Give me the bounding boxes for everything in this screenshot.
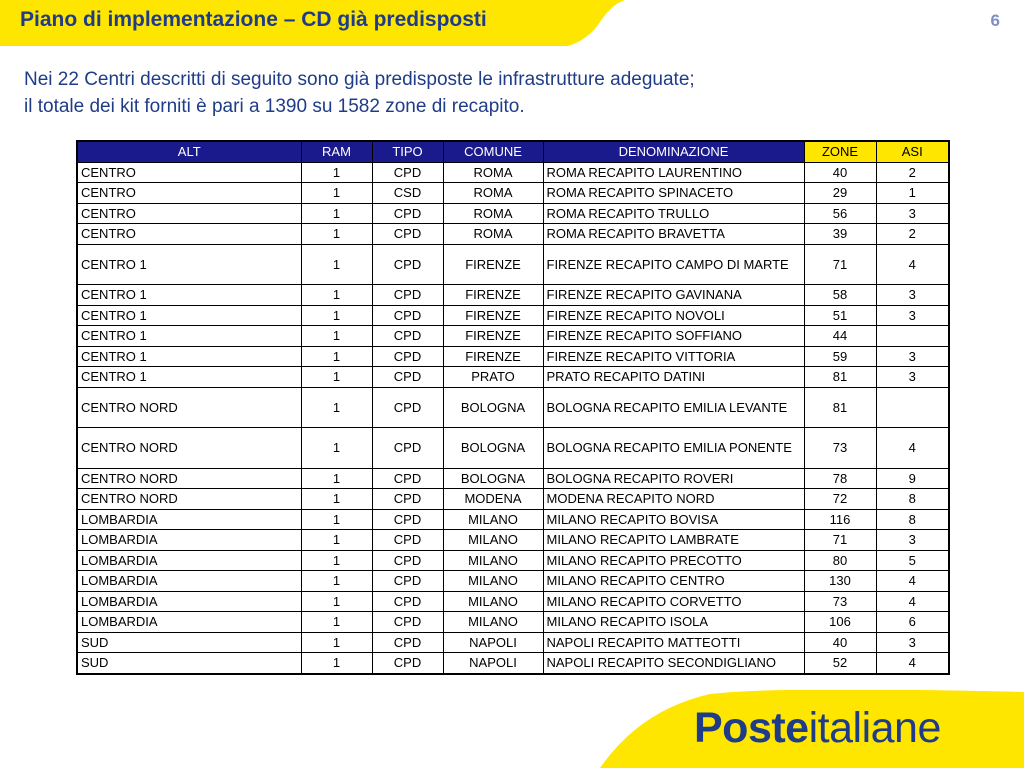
cell-alt: CENTRO bbox=[77, 183, 301, 204]
cell-denominazione: ROMA RECAPITO LAURENTINO bbox=[543, 162, 804, 183]
cell-asi: 2 bbox=[876, 162, 949, 183]
table-row bbox=[77, 224, 949, 245]
cell-zone: 44 bbox=[804, 326, 876, 347]
table-row bbox=[77, 162, 949, 183]
cell-asi: 3 bbox=[876, 285, 949, 306]
cell-zone: 73 bbox=[804, 591, 876, 612]
cell-alt: LOMBARDIA bbox=[77, 550, 301, 571]
table-row bbox=[77, 489, 949, 510]
cell-asi: 4 bbox=[876, 591, 949, 612]
table-row bbox=[77, 468, 949, 489]
cell-denominazione: MILANO RECAPITO CORVETTO bbox=[543, 591, 804, 612]
intro-text bbox=[24, 66, 695, 120]
cell-ram: 1 bbox=[301, 326, 372, 347]
table-row bbox=[77, 428, 949, 469]
cell-comune: ROMA bbox=[443, 183, 543, 204]
cell-tipo: CPD bbox=[372, 244, 443, 285]
column-header-comune: COMUNE bbox=[443, 141, 543, 162]
cell-tipo: CSD bbox=[372, 183, 443, 204]
cell-comune: FIRENZE bbox=[443, 346, 543, 367]
column-header-denominazione: DENOMINAZIONE bbox=[543, 141, 804, 162]
cell-alt: LOMBARDIA bbox=[77, 591, 301, 612]
cell-ram: 1 bbox=[301, 203, 372, 224]
cell-denominazione: MILANO RECAPITO CENTRO bbox=[543, 571, 804, 592]
cell-comune: FIRENZE bbox=[443, 285, 543, 306]
cell-alt: LOMBARDIA bbox=[77, 612, 301, 633]
cell-denominazione: BOLOGNA RECAPITO EMILIA LEVANTE bbox=[543, 387, 804, 428]
cell-ram: 1 bbox=[301, 571, 372, 592]
cell-alt: CENTRO NORD bbox=[77, 489, 301, 510]
cell-alt: CENTRO 1 bbox=[77, 305, 301, 326]
cell-alt: CENTRO 1 bbox=[77, 285, 301, 306]
cell-denominazione: NAPOLI RECAPITO MATTEOTTI bbox=[543, 632, 804, 653]
table-row bbox=[77, 244, 949, 285]
cell-asi: 4 bbox=[876, 244, 949, 285]
table-row bbox=[77, 653, 949, 674]
cell-ram: 1 bbox=[301, 244, 372, 285]
cell-zone: 40 bbox=[804, 632, 876, 653]
cell-alt: CENTRO NORD bbox=[77, 387, 301, 428]
cell-tipo: CPD bbox=[372, 509, 443, 530]
column-header-alt: ALT bbox=[77, 141, 301, 162]
cell-alt: SUD bbox=[77, 653, 301, 674]
cell-zone: 29 bbox=[804, 183, 876, 204]
cell-comune: BOLOGNA bbox=[443, 428, 543, 469]
cell-tipo: CPD bbox=[372, 591, 443, 612]
cell-alt: CENTRO NORD bbox=[77, 428, 301, 469]
cell-tipo: CPD bbox=[372, 224, 443, 245]
column-header-ram: RAM bbox=[301, 141, 372, 162]
cell-zone: 80 bbox=[804, 550, 876, 571]
cell-tipo: CPD bbox=[372, 387, 443, 428]
cell-comune: ROMA bbox=[443, 203, 543, 224]
cell-asi: 3 bbox=[876, 632, 949, 653]
cell-alt: LOMBARDIA bbox=[77, 530, 301, 551]
cell-zone: 58 bbox=[804, 285, 876, 306]
cell-comune: ROMA bbox=[443, 162, 543, 183]
cell-asi: 5 bbox=[876, 550, 949, 571]
table-row bbox=[77, 346, 949, 367]
cell-asi: 3 bbox=[876, 530, 949, 551]
table-row bbox=[77, 285, 949, 306]
cell-zone: 39 bbox=[804, 224, 876, 245]
cell-ram: 1 bbox=[301, 468, 372, 489]
cell-comune: MILANO bbox=[443, 612, 543, 633]
cell-ram: 1 bbox=[301, 612, 372, 633]
cell-tipo: CPD bbox=[372, 632, 443, 653]
cell-tipo: CPD bbox=[372, 285, 443, 306]
cell-comune: MODENA bbox=[443, 489, 543, 510]
cell-tipo: CPD bbox=[372, 530, 443, 551]
cell-ram: 1 bbox=[301, 183, 372, 204]
cell-asi: 4 bbox=[876, 653, 949, 674]
cell-denominazione: MILANO RECAPITO LAMBRATE bbox=[543, 530, 804, 551]
cell-comune: MILANO bbox=[443, 530, 543, 551]
cell-zone: 78 bbox=[804, 468, 876, 489]
cell-asi: 9 bbox=[876, 468, 949, 489]
cell-comune: ROMA bbox=[443, 224, 543, 245]
cell-ram: 1 bbox=[301, 285, 372, 306]
logo-regular-part: italiane bbox=[808, 704, 941, 752]
cell-comune: MILANO bbox=[443, 591, 543, 612]
intro-line-2: il totale dei kit forniti è pari a 1390 su 1582 zone di recapito. bbox=[24, 96, 525, 117]
cell-alt: SUD bbox=[77, 632, 301, 653]
cell-alt: CENTRO 1 bbox=[77, 326, 301, 347]
cell-asi: 4 bbox=[876, 428, 949, 469]
cell-denominazione: ROMA RECAPITO TRULLO bbox=[543, 203, 804, 224]
cell-ram: 1 bbox=[301, 591, 372, 612]
cell-denominazione: ROMA RECAPITO BRAVETTA bbox=[543, 224, 804, 245]
table-row bbox=[77, 571, 949, 592]
cell-comune: BOLOGNA bbox=[443, 468, 543, 489]
cell-ram: 1 bbox=[301, 428, 372, 469]
cell-zone: 130 bbox=[804, 571, 876, 592]
cell-denominazione: MILANO RECAPITO PRECOTTO bbox=[543, 550, 804, 571]
cell-tipo: CPD bbox=[372, 346, 443, 367]
page-number: 6 bbox=[990, 11, 1000, 30]
cell-comune: MILANO bbox=[443, 571, 543, 592]
cell-ram: 1 bbox=[301, 550, 372, 571]
column-header-zone: ZONE bbox=[804, 141, 876, 162]
cell-alt: CENTRO 1 bbox=[77, 346, 301, 367]
cell-zone: 71 bbox=[804, 530, 876, 551]
title-bar bbox=[0, 0, 1024, 46]
cell-alt: CENTRO 1 bbox=[77, 244, 301, 285]
cell-asi: 3 bbox=[876, 305, 949, 326]
cell-asi: 3 bbox=[876, 346, 949, 367]
cell-comune: NAPOLI bbox=[443, 632, 543, 653]
cell-alt: CENTRO bbox=[77, 203, 301, 224]
cell-zone: 81 bbox=[804, 367, 876, 388]
table-row bbox=[77, 612, 949, 633]
cell-comune: MILANO bbox=[443, 509, 543, 530]
cell-denominazione: BOLOGNA RECAPITO EMILIA PONENTE bbox=[543, 428, 804, 469]
cell-denominazione: FIRENZE RECAPITO NOVOLI bbox=[543, 305, 804, 326]
cell-denominazione: NAPOLI RECAPITO SECONDIGLIANO bbox=[543, 653, 804, 674]
cell-tipo: CPD bbox=[372, 367, 443, 388]
table-row bbox=[77, 530, 949, 551]
cell-asi: 3 bbox=[876, 203, 949, 224]
cell-zone: 72 bbox=[804, 489, 876, 510]
table-row bbox=[77, 326, 949, 347]
logo-bold-part: Poste bbox=[694, 704, 809, 752]
cell-ram: 1 bbox=[301, 530, 372, 551]
cell-denominazione: BOLOGNA RECAPITO ROVERI bbox=[543, 468, 804, 489]
cell-comune: FIRENZE bbox=[443, 244, 543, 285]
cell-ram: 1 bbox=[301, 489, 372, 510]
cell-denominazione: PRATO RECAPITO DATINI bbox=[543, 367, 804, 388]
cell-asi: 2 bbox=[876, 224, 949, 245]
table-row bbox=[77, 632, 949, 653]
table-row bbox=[77, 387, 949, 428]
table-row bbox=[77, 591, 949, 612]
table-row bbox=[77, 550, 949, 571]
cell-comune: FIRENZE bbox=[443, 305, 543, 326]
cell-ram: 1 bbox=[301, 224, 372, 245]
cell-denominazione: MILANO RECAPITO ISOLA bbox=[543, 612, 804, 633]
cell-tipo: CPD bbox=[372, 550, 443, 571]
cell-denominazione: FIRENZE RECAPITO CAMPO DI MARTE bbox=[543, 244, 804, 285]
cell-tipo: CPD bbox=[372, 489, 443, 510]
cell-alt: CENTRO bbox=[77, 224, 301, 245]
cell-tipo: CPD bbox=[372, 203, 443, 224]
cell-denominazione: FIRENZE RECAPITO SOFFIANO bbox=[543, 326, 804, 347]
cell-ram: 1 bbox=[301, 653, 372, 674]
cell-zone: 52 bbox=[804, 653, 876, 674]
cell-denominazione: ROMA RECAPITO SPINACETO bbox=[543, 183, 804, 204]
cell-zone: 40 bbox=[804, 162, 876, 183]
table-row bbox=[77, 367, 949, 388]
cell-alt: LOMBARDIA bbox=[77, 571, 301, 592]
cell-zone: 71 bbox=[804, 244, 876, 285]
cell-tipo: CPD bbox=[372, 305, 443, 326]
table-row bbox=[77, 305, 949, 326]
table-row bbox=[77, 509, 949, 530]
cell-asi: 8 bbox=[876, 489, 949, 510]
cell-ram: 1 bbox=[301, 367, 372, 388]
cell-tipo: CPD bbox=[372, 468, 443, 489]
cell-comune: PRATO bbox=[443, 367, 543, 388]
cell-ram: 1 bbox=[301, 387, 372, 428]
cell-tipo: CPD bbox=[372, 162, 443, 183]
cell-tipo: CPD bbox=[372, 326, 443, 347]
cell-zone: 59 bbox=[804, 346, 876, 367]
cell-comune: FIRENZE bbox=[443, 326, 543, 347]
cell-comune: MILANO bbox=[443, 550, 543, 571]
cell-tipo: CPD bbox=[372, 653, 443, 674]
cell-zone: 51 bbox=[804, 305, 876, 326]
cell-zone: 56 bbox=[804, 203, 876, 224]
cell-ram: 1 bbox=[301, 162, 372, 183]
cell-ram: 1 bbox=[301, 346, 372, 367]
cell-denominazione: MODENA RECAPITO NORD bbox=[543, 489, 804, 510]
column-header-tipo: TIPO bbox=[372, 141, 443, 162]
cell-ram: 1 bbox=[301, 305, 372, 326]
poste-italiane-logo bbox=[600, 690, 1024, 768]
cell-ram: 1 bbox=[301, 509, 372, 530]
table-body bbox=[77, 162, 949, 674]
cell-zone: 81 bbox=[804, 387, 876, 428]
cell-asi: 6 bbox=[876, 612, 949, 633]
cell-tipo: CPD bbox=[372, 612, 443, 633]
cell-alt: CENTRO bbox=[77, 162, 301, 183]
implementation-table bbox=[76, 140, 950, 675]
intro-line-1: Nei 22 Centri descritti di seguito sono già predisposte le infrastrutture adeguate; bbox=[24, 69, 695, 90]
cell-asi: 1 bbox=[876, 183, 949, 204]
cell-tipo: CPD bbox=[372, 428, 443, 469]
table-row bbox=[77, 203, 949, 224]
cell-denominazione: MILANO RECAPITO BOVISA bbox=[543, 509, 804, 530]
cell-asi: 8 bbox=[876, 509, 949, 530]
cell-asi: 4 bbox=[876, 571, 949, 592]
column-header-asi: ASI bbox=[876, 141, 949, 162]
cell-denominazione: FIRENZE RECAPITO VITTORIA bbox=[543, 346, 804, 367]
slide-title: Piano di implementazione – CD già predisposti bbox=[20, 8, 487, 31]
table-row bbox=[77, 183, 949, 204]
cell-tipo: CPD bbox=[372, 571, 443, 592]
cell-asi bbox=[876, 326, 949, 347]
cell-alt: LOMBARDIA bbox=[77, 509, 301, 530]
cell-comune: BOLOGNA bbox=[443, 387, 543, 428]
cell-zone: 116 bbox=[804, 509, 876, 530]
logo-wordmark bbox=[694, 704, 941, 753]
cell-zone: 73 bbox=[804, 428, 876, 469]
cell-asi: 3 bbox=[876, 367, 949, 388]
cell-comune: NAPOLI bbox=[443, 653, 543, 674]
cell-alt: CENTRO NORD bbox=[77, 468, 301, 489]
cell-alt: CENTRO 1 bbox=[77, 367, 301, 388]
cell-ram: 1 bbox=[301, 632, 372, 653]
table-header-row bbox=[77, 141, 949, 162]
cell-denominazione: FIRENZE RECAPITO GAVINANA bbox=[543, 285, 804, 306]
cell-asi bbox=[876, 387, 949, 428]
cell-zone: 106 bbox=[804, 612, 876, 633]
